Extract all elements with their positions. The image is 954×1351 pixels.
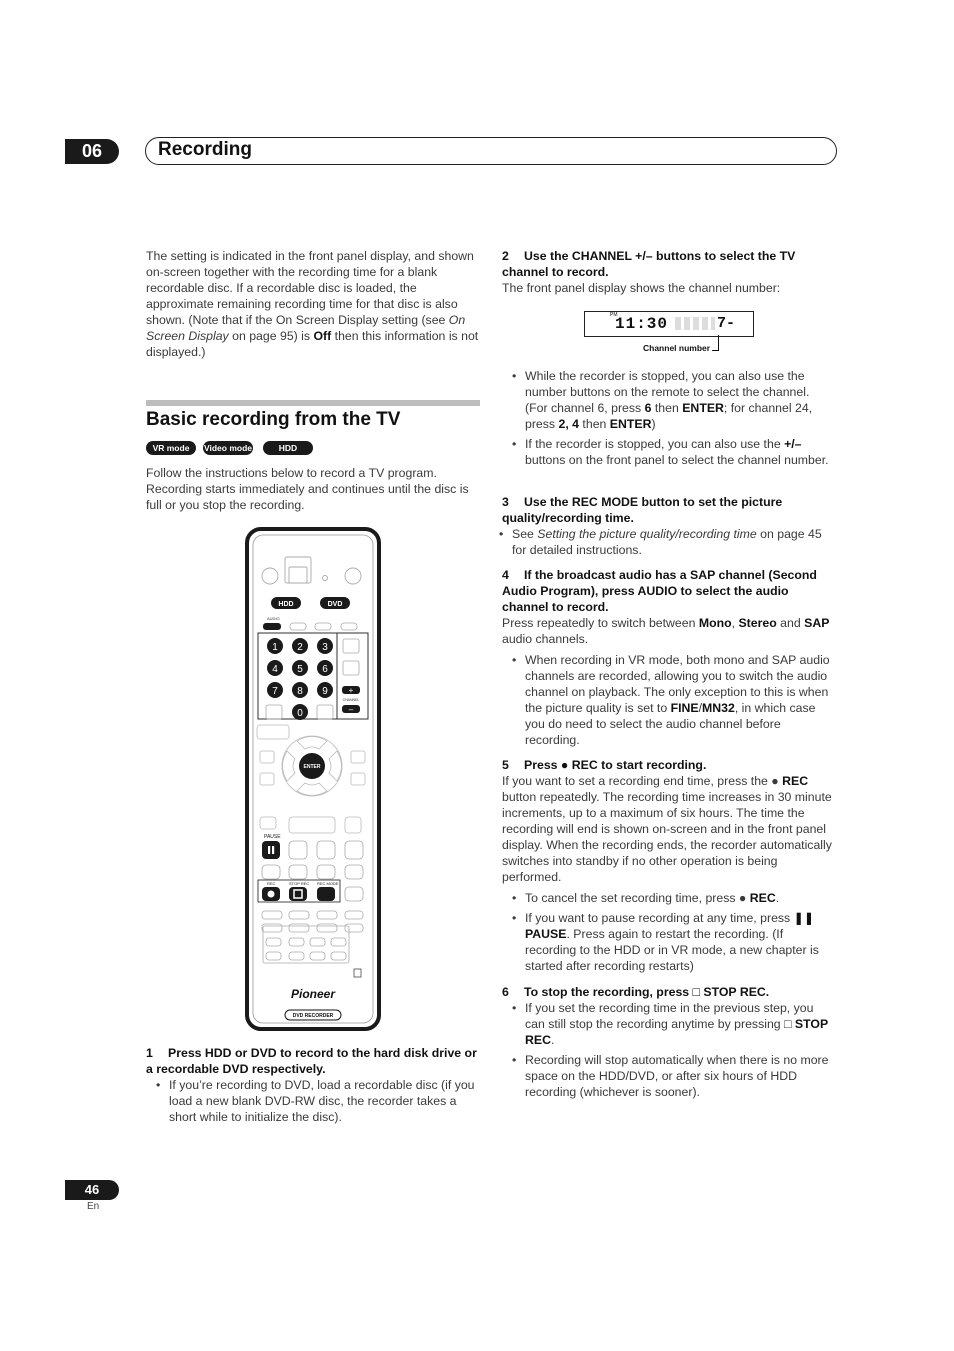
- svg-text:+: +: [348, 686, 354, 695]
- list-item: • While the recorder is stopped, you can also use the number buttons on the remote to select the channel. (For channel 6, press 6 then ENTER; for channel 24, press 2, 4 then ENTER): [502, 368, 835, 432]
- step-4: [502, 567, 835, 748]
- step-6-heading: 6 To stop the recording, press □ STOP REC.: [502, 985, 770, 999]
- stop-rec-label: STOP REC: [289, 881, 310, 886]
- step-1: [146, 1045, 480, 1125]
- step-1-bullets: [146, 1077, 480, 1125]
- svg-text:DVD: DVD: [327, 601, 343, 608]
- svg-text:ENTER: ENTER: [303, 764, 321, 770]
- svg-text:7: 7: [272, 686, 278, 697]
- svg-text:9: 9: [322, 686, 328, 697]
- digit-8-button[interactable]: [292, 682, 308, 698]
- page-number: 46: [65, 1180, 119, 1200]
- hdd-button[interactable]: [271, 597, 301, 609]
- list-item: • Recording will stop automatically when there is no more space on the HDD/DVD, or after six hours of HDD recording (whichever is sooner).: [502, 1052, 835, 1100]
- tag-vr-mode: VR mode: [146, 441, 196, 455]
- svg-text:1: 1: [272, 642, 278, 653]
- digit-4-button[interactable]: [267, 660, 283, 676]
- digit-6-button[interactable]: [317, 660, 333, 676]
- step-4-text: Press repeatedly to switch between Mono, Stereo and SAP audio channels.: [502, 616, 830, 646]
- svg-text:HDD: HDD: [278, 601, 294, 608]
- rec-label: REC: [267, 881, 276, 886]
- pause-button[interactable]: [262, 841, 280, 859]
- display-time: 11:30: [615, 315, 669, 333]
- caption-line-h: [712, 350, 719, 351]
- pm-indicator: PM: [610, 312, 618, 318]
- svg-text:0: 0: [297, 708, 303, 719]
- pioneer-logo: Pioneer: [290, 987, 336, 1001]
- pause-label: PAUSE: [264, 834, 281, 840]
- digit-0-button[interactable]: [292, 704, 308, 720]
- svg-text:2: 2: [297, 642, 303, 653]
- enter-button[interactable]: [299, 753, 325, 779]
- digit-3-button[interactable]: [317, 638, 333, 654]
- digit-1-button[interactable]: [267, 638, 283, 654]
- svg-text:5: 5: [297, 664, 303, 675]
- step-3-heading: 3 Use the REC MODE button to set the picture quality/recording time.: [502, 495, 783, 525]
- list-item: • If you want to pause recording at any time, press ❚❚ PAUSE. Press again to restart the recording. (If recording to the HDD or in VR mode, a new chapter is started after recording restarts): [502, 910, 835, 974]
- tag-hdd: HDD: [263, 441, 313, 455]
- svg-text:DVD RECORDER: DVD RECORDER: [292, 1013, 334, 1019]
- svg-text:4: 4: [272, 664, 278, 675]
- svg-text:6: 6: [322, 664, 328, 675]
- step-2-bullets: [502, 368, 835, 468]
- digit-2-button[interactable]: [292, 638, 308, 654]
- list-item: • If the recorder is stopped, you can also use the +/– buttons on the front panel to select the channel number.: [502, 436, 835, 468]
- stop-rec-button[interactable]: [289, 887, 307, 901]
- step-6: [502, 984, 835, 1100]
- step-5-heading: 5 Press ● REC to start recording.: [502, 758, 707, 772]
- step-4-heading: 4 If the broadcast audio has a SAP channel (Second Audio Program), press AUDIO to select the audio channel to record.: [502, 568, 817, 614]
- step-2-heading: 2 Use the CHANNEL +/– buttons to select the TV channel to record.: [502, 249, 796, 279]
- channel-plus-button[interactable]: [342, 686, 360, 695]
- channel-minus-button[interactable]: [342, 705, 360, 714]
- list-item: • When recording in VR mode, both mono and SAP audio channels are recorded, allowing you to switch the audio channel on playback. The only exception to this is when the picture quality is set to FINE/MN32, in which case you do need to select the audio channel before recording.: [502, 652, 835, 748]
- rec-mode-button[interactable]: [317, 887, 335, 901]
- caption-line-v: [718, 335, 719, 351]
- audio-label: AUDIO: [267, 616, 280, 621]
- step-1-heading: 1 Press HDD or DVD to record to the hard disk drive or a recordable DVD respectively.: [146, 1046, 477, 1076]
- tag-video-mode: Video mode: [203, 443, 253, 453]
- digit-7-button[interactable]: [267, 682, 283, 698]
- step-5-text: If you want to set a recording end time, press the ● REC button repeatedly. The recording time increases in 30 minute increments, up to a maximum of six hours. The time the recording will end is shown on-screen and in the front panel display. When the recording ends, the recorder automatically switches into standby if no other operation is being performed.: [502, 774, 832, 884]
- section-title: Basic recording from the TV: [146, 409, 401, 430]
- audio-button[interactable]: [263, 623, 281, 630]
- rec-button[interactable]: [262, 887, 280, 901]
- display-channel: 7-: [717, 315, 736, 332]
- list-item: • See Setting the picture quality/recording time on page 45 for detailed instructions.: [489, 526, 835, 558]
- remote-body: [247, 529, 379, 1029]
- intro-paragraph: The setting is indicated in the front panel display, and shown on-screen together with the recording time for a blank recordable disc. If a recordable disc is loaded, the approximate remaining recording time for that disc is also shown. (Note that if the On Screen Display setting (see On Screen Display on page 95) is Off then this information is not displayed.): [146, 249, 479, 359]
- page-language: En: [87, 1201, 100, 1212]
- osd-reference: On Screen Display: [146, 313, 466, 343]
- list-item: • If you set the recording time in the previous step, you can still stop the recording anytime by pressing □ STOP REC.: [502, 1000, 835, 1048]
- section-description: Follow the instructions below to record a TV program. Recording starts immediately and continues until the disc is full or you stop the recording.: [146, 466, 469, 512]
- svg-text:8: 8: [297, 686, 303, 697]
- step-2: [502, 248, 835, 296]
- rec-mode-label: REC MODE: [317, 881, 339, 886]
- channel-label: CHANNEL: [342, 698, 360, 702]
- digit-5-button[interactable]: [292, 660, 308, 676]
- dvd-button[interactable]: [320, 597, 350, 609]
- svg-text:3: 3: [322, 642, 328, 653]
- remote-illustration: [245, 527, 381, 1036]
- chapter-number: 06: [65, 139, 119, 164]
- display-caption: Channel number: [643, 343, 711, 353]
- list-item: • To cancel the set recording time, press ● REC.: [502, 890, 835, 906]
- svg-text:–: –: [348, 705, 354, 714]
- step-3: [502, 494, 835, 558]
- chapter-title: Recording: [158, 139, 252, 160]
- digit-9-button[interactable]: [317, 682, 333, 698]
- front-panel-display: [584, 311, 754, 337]
- list-item: • If you’re recording to DVD, load a recordable disc (if you load a new blank DVD-RW disc, the recorder takes a short while to initialize the disc).: [146, 1077, 480, 1125]
- step-2-text: The front panel display shows the channel number:: [502, 281, 781, 295]
- step-5: [502, 757, 835, 974]
- display-blank-segments: [675, 317, 715, 330]
- section-rule: [146, 400, 480, 406]
